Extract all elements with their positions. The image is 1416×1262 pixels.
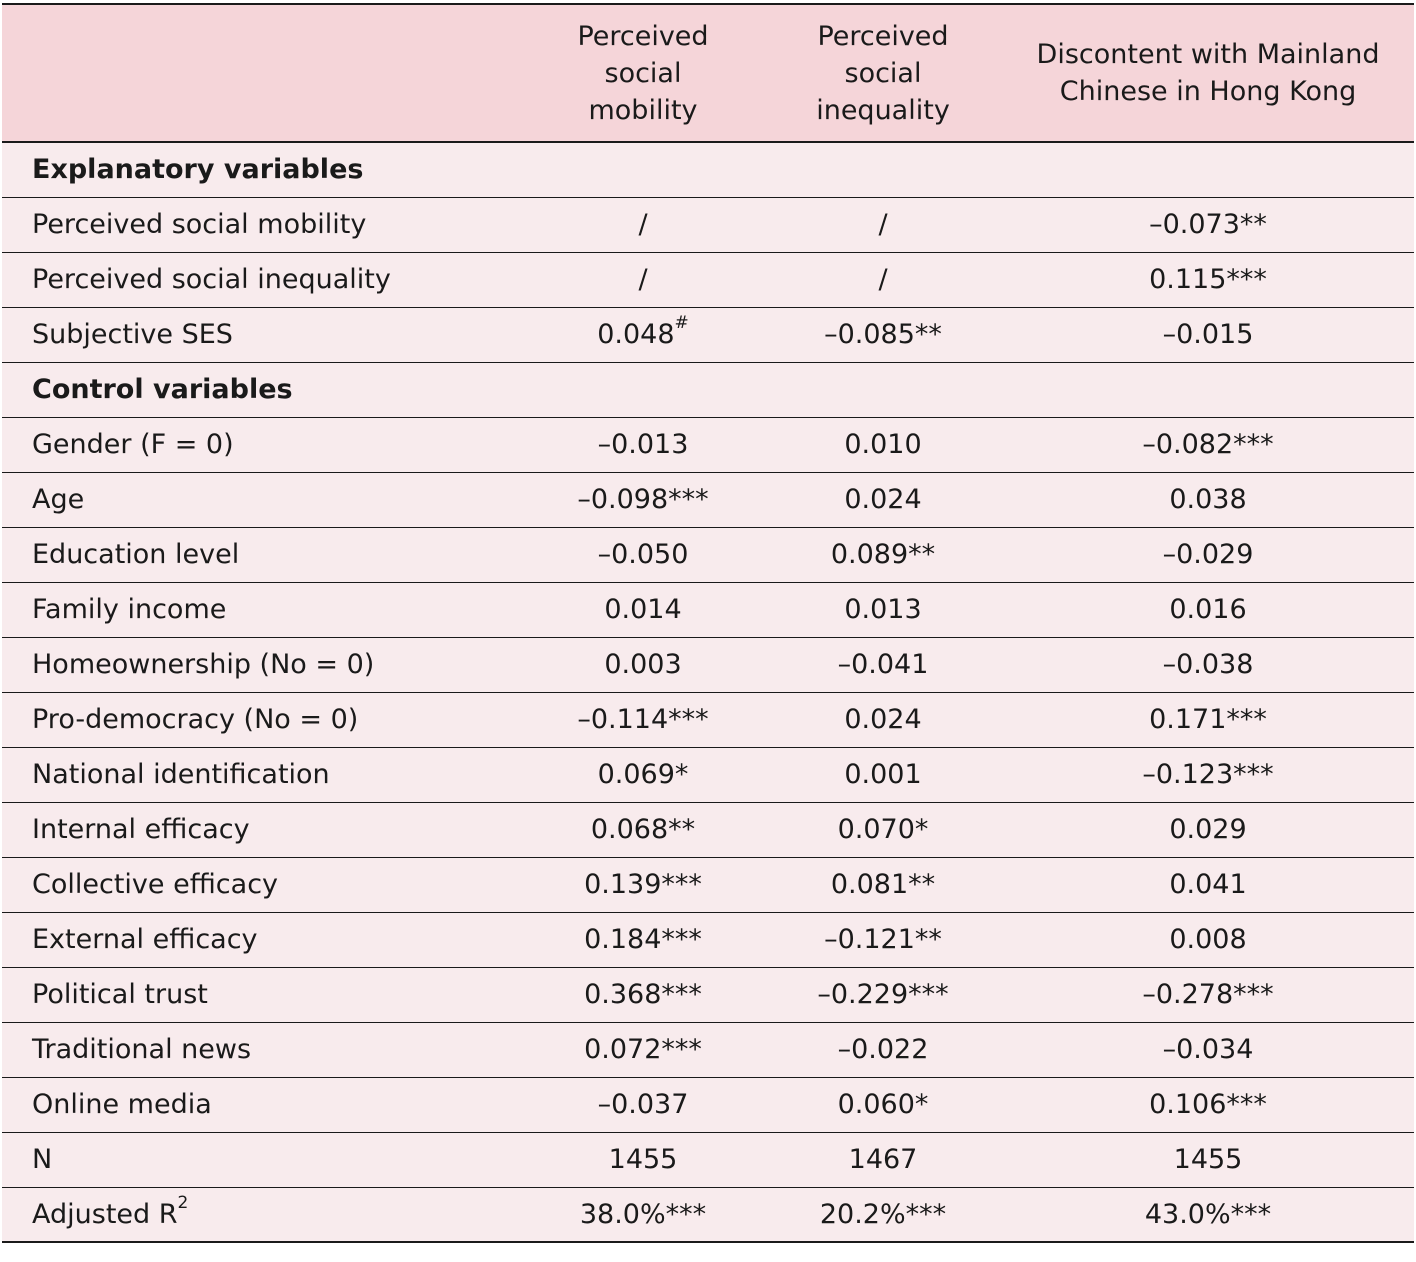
table-cell: 1455 (1002, 1132, 1414, 1187)
table-cell: 0.029 (1002, 802, 1414, 857)
header-line: inequality (816, 94, 950, 126)
header-line: social (604, 57, 682, 89)
superscript: 2 (177, 1192, 189, 1213)
table-cell (522, 362, 764, 417)
table-cell: 0.014 (522, 582, 764, 637)
row-label: Homeownership (No = 0) (2, 637, 522, 692)
table-row (2, 1132, 1414, 1187)
table-cell: 0.081** (764, 857, 1002, 912)
table-row (2, 967, 1414, 1022)
table-cell: 43.0%*** (1002, 1187, 1414, 1242)
table-cell: 38.0%*** (522, 1187, 764, 1242)
table-row (2, 307, 1414, 362)
header-line: Discontent with Mainland (1036, 39, 1380, 70)
table-cell: –0.085** (764, 307, 1002, 362)
table-cell: –0.050 (522, 527, 764, 582)
table-cell: 0.024 (764, 472, 1002, 527)
table-cell (522, 142, 764, 197)
header-line: social (844, 57, 922, 89)
table-cell (764, 362, 1002, 417)
row-label: Collective efficacy (2, 857, 522, 912)
row-label: Family income (2, 582, 522, 637)
table-cell: –0.029 (1002, 527, 1414, 582)
header-perceived-social-inequality (764, 4, 1002, 142)
header-discontent (1002, 4, 1414, 142)
table-row (2, 1022, 1414, 1077)
table-cell: –0.038 (1002, 637, 1414, 692)
table-row (2, 197, 1414, 252)
table-cell: 0.184*** (522, 912, 764, 967)
table-cell: 0.115*** (1002, 252, 1414, 307)
section-row (2, 142, 1414, 197)
row-label: Subjective SES (2, 307, 522, 362)
table-cell: 0.013 (764, 582, 1002, 637)
table-row (2, 692, 1414, 747)
row-label: Perceived social mobility (2, 197, 522, 252)
table-cell: –0.041 (764, 637, 1002, 692)
table-cell: –0.229*** (764, 967, 1002, 1022)
table-header (2, 4, 1414, 142)
table-cell: –0.013 (522, 417, 764, 472)
table-cell: –0.037 (522, 1077, 764, 1132)
section-row (2, 362, 1414, 417)
table-cell: 0.003 (522, 637, 764, 692)
row-label: Internal efficacy (2, 802, 522, 857)
header-row (2, 4, 1414, 142)
header-line: Perceived (817, 20, 949, 52)
table-cell: 0.070* (764, 802, 1002, 857)
table-cell: / (764, 197, 1002, 252)
table-cell: –0.098*** (522, 472, 764, 527)
table-cell: –0.082*** (1002, 417, 1414, 472)
row-label: Political trust (2, 967, 522, 1022)
table-cell: –0.022 (764, 1022, 1002, 1077)
row-label: National identification (2, 747, 522, 802)
table-cell: 0.139*** (522, 857, 764, 912)
table-cell: 0.171*** (1002, 692, 1414, 747)
table-row (2, 802, 1414, 857)
section-label: Explanatory variables (2, 142, 522, 197)
table-cell: –0.034 (1002, 1022, 1414, 1077)
header-line: mobility (588, 94, 698, 126)
table-cell: 0.008 (1002, 912, 1414, 967)
row-label: Online media (2, 1077, 522, 1132)
header-line: Perceived (577, 20, 709, 52)
table-cell (1002, 142, 1414, 197)
table-cell: / (764, 252, 1002, 307)
table-cell: 0.106*** (1002, 1077, 1414, 1132)
row-label: Traditional news (2, 1022, 522, 1077)
table-row (2, 1187, 1414, 1242)
row-label: Pro-democracy (No = 0) (2, 692, 522, 747)
table-cell: 0.068** (522, 802, 764, 857)
table-cell: 0.001 (764, 747, 1002, 802)
table-cell: –0.123*** (1002, 747, 1414, 802)
table-cell: 0.060* (764, 1077, 1002, 1132)
table-body (2, 142, 1414, 1242)
table-cell: 0.041 (1002, 857, 1414, 912)
row-label: Education level (2, 527, 522, 582)
table-cell: 0.010 (764, 417, 1002, 472)
table-cell: 0.016 (1002, 582, 1414, 637)
table-cell: 1467 (764, 1132, 1002, 1187)
table-cell: 0.024 (764, 692, 1002, 747)
table-cell: / (522, 197, 764, 252)
row-label: N (2, 1132, 522, 1187)
table-row (2, 912, 1414, 967)
header-perceived-social-mobility (522, 4, 764, 142)
table-cell: 1455 (522, 1132, 764, 1187)
table-cell: 20.2%*** (764, 1187, 1002, 1242)
table-cell: –0.015 (1002, 307, 1414, 362)
table-row (2, 417, 1414, 472)
table-cell: –0.073** (1002, 197, 1414, 252)
superscript: # (674, 313, 689, 333)
table-row (2, 252, 1414, 307)
table-row (2, 582, 1414, 637)
table-row (2, 472, 1414, 527)
table-cell (1002, 362, 1414, 417)
table-cell: / (522, 252, 764, 307)
table-cell: –0.114*** (522, 692, 764, 747)
regression-table (2, 3, 1414, 1243)
row-label: Age (2, 472, 522, 527)
table-cell (764, 142, 1002, 197)
table-row (2, 857, 1414, 912)
table-row (2, 1077, 1414, 1132)
table-row (2, 747, 1414, 802)
table-cell: 0.089** (764, 527, 1002, 582)
row-label: Adjusted $R^2$ (2, 1187, 522, 1242)
table-cell: –0.121** (764, 912, 1002, 967)
table-row (2, 527, 1414, 582)
table-cell: 0.069* (522, 747, 764, 802)
table-cell: 0.368*** (522, 967, 764, 1022)
table-cell: 0.048# (522, 307, 764, 362)
table-cell: 0.038 (1002, 472, 1414, 527)
row-label: Perceived social inequality (2, 252, 522, 307)
table-cell: –0.278*** (1002, 967, 1414, 1022)
row-label: Gender (F = 0) (2, 417, 522, 472)
table-cell: 0.072*** (522, 1022, 764, 1077)
header-line: Chinese in Hong Kong (1059, 76, 1357, 107)
header-stub (2, 4, 522, 142)
section-label: Control variables (2, 362, 522, 417)
table-row (2, 637, 1414, 692)
row-label: External efficacy (2, 912, 522, 967)
